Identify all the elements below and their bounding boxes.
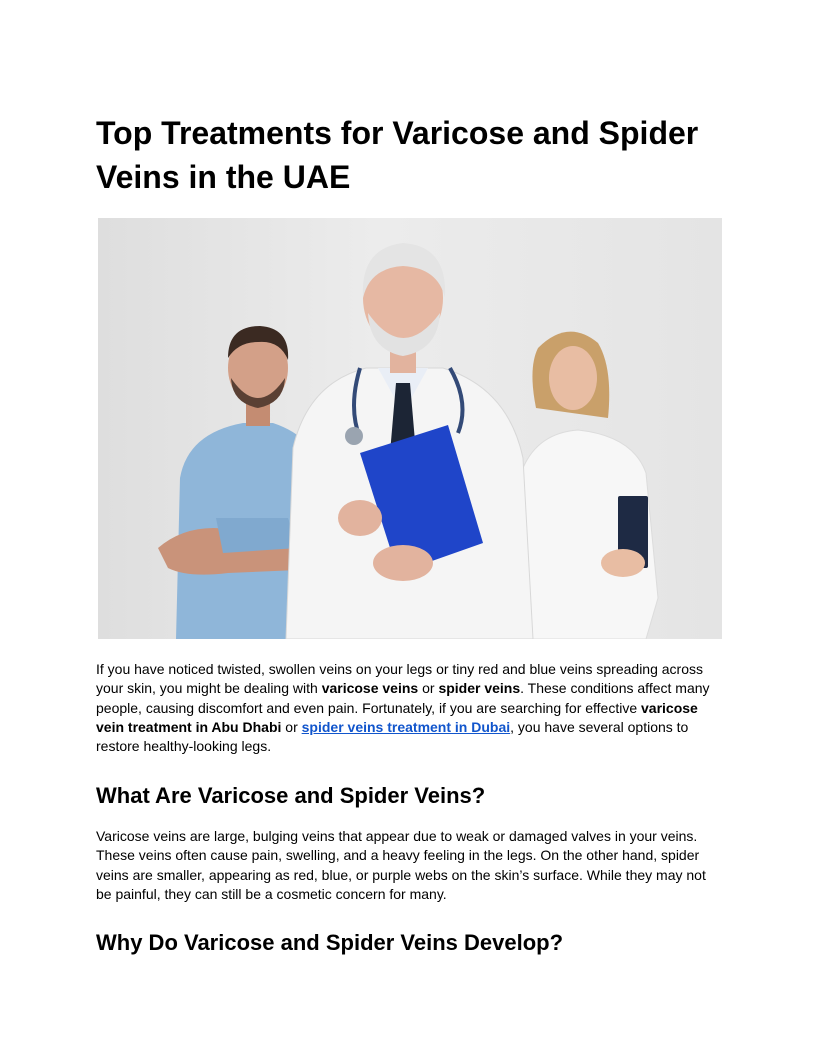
definition-paragraph: Varicose veins are large, bulging veins that appear due to weak or damaged valves in your veins. These veins often cause pain, swelling, and a heavy feeling in the legs. On the other hand, spider veins are smaller, appearing as red, blue, or purple webs on the skin’s surface. While they may not be painful, they can still be a cosmetic concern for many. bbox=[96, 828, 706, 902]
dubai-treatment-link[interactable]: spider veins treatment in Dubai bbox=[301, 718, 511, 735]
intro-bold-spider: spider veins bbox=[438, 680, 521, 697]
intro-text-5: , you have several options to restore healthy-looking legs. bbox=[96, 718, 689, 755]
intro-text-3: . These conditions affect many people, causing discomfort and even pain. Fortunately, if you are searching for effective bbox=[96, 680, 710, 716]
intro-paragraph bbox=[96, 660, 724, 756]
intro-text-4: or bbox=[281, 718, 302, 735]
doctor-right-figure bbox=[518, 332, 658, 639]
doctor-center-figure bbox=[286, 243, 533, 639]
page-title: Top Treatments for Varicose and Spider Veins in the UAE bbox=[96, 115, 699, 195]
intro-text-2: or bbox=[418, 680, 439, 697]
section-heading-why: Why Do Varicose and Spider Veins Develop? bbox=[96, 930, 564, 955]
doctors-photo-illustration bbox=[98, 218, 722, 639]
doctors-photo bbox=[98, 218, 722, 639]
intro-text-1: If you have noticed twisted, swollen veins on your legs or tiny red and blue veins spreading across your skin, you might be dealing with bbox=[96, 661, 704, 697]
intro-bold-varicose: varicose veins bbox=[321, 680, 419, 697]
section-heading-what: What Are Varicose and Spider Veins? bbox=[96, 783, 486, 808]
intro-bold-abu-dhabi: varicose vein treatment in Abu Dhabi bbox=[96, 699, 698, 735]
